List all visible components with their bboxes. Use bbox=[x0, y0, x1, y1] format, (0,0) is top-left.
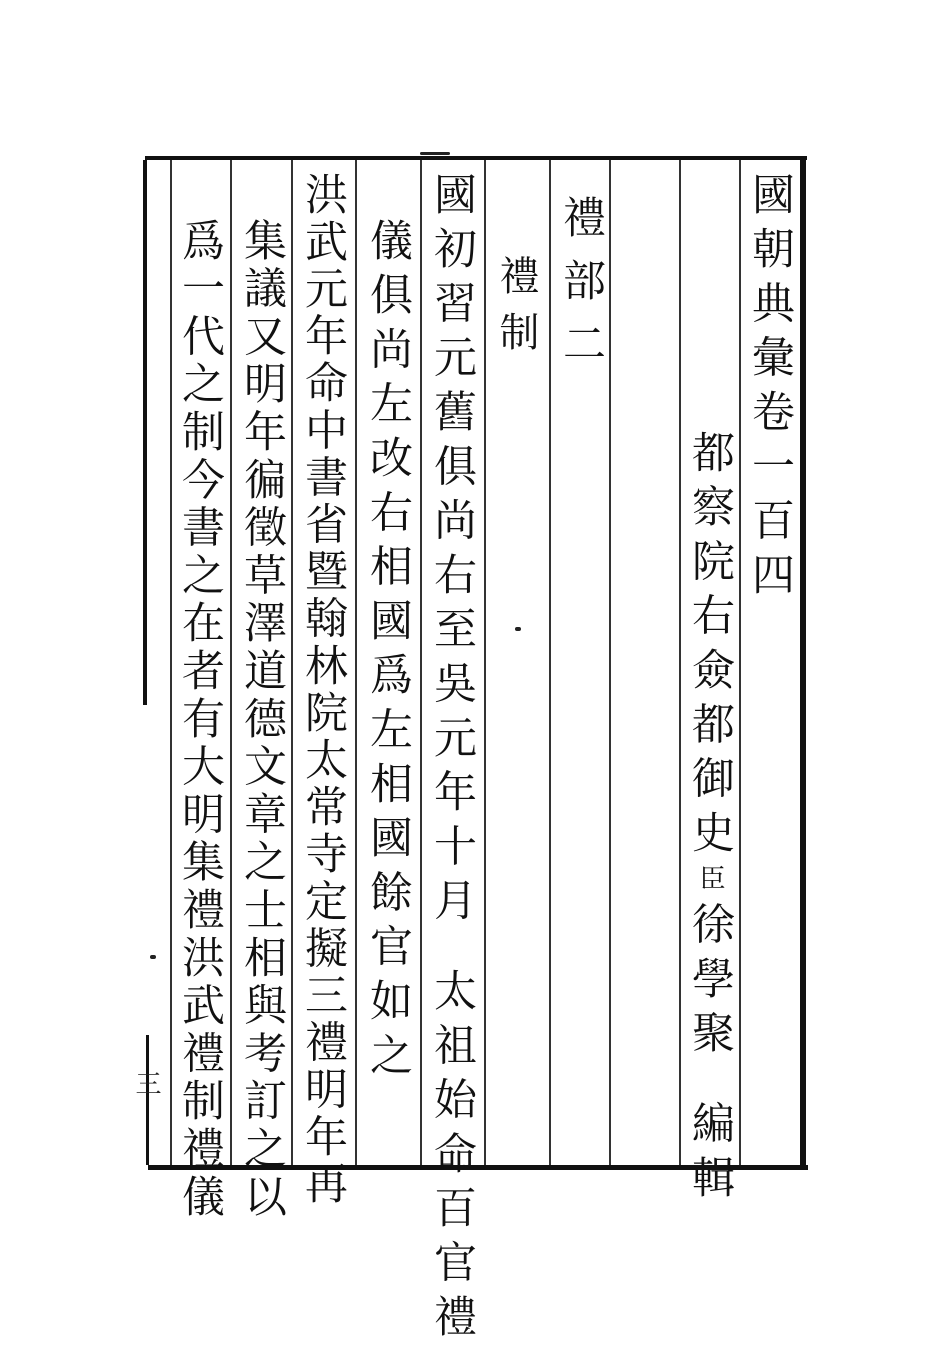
text-line-1: 國初習元舊俱尚右至吳元年十月太祖始命百官禮 bbox=[427, 172, 477, 1348]
column-rule bbox=[609, 160, 611, 1165]
column-rule bbox=[484, 160, 486, 1165]
column-rule bbox=[549, 160, 551, 1165]
column-rule bbox=[355, 160, 357, 1165]
subsection-heading: 禮制 bbox=[493, 255, 539, 367]
column-rule bbox=[739, 160, 741, 1165]
ink-speck bbox=[150, 955, 156, 959]
ink-speck bbox=[420, 152, 450, 155]
book-title: 國朝典彙卷一百四 bbox=[745, 172, 795, 607]
compiler-subject: 臣 bbox=[695, 864, 725, 902]
frame-right-border bbox=[800, 158, 806, 1170]
compiler-office: 都察院右僉都御史 bbox=[685, 430, 735, 865]
column-rule bbox=[230, 160, 232, 1165]
column-rule bbox=[291, 160, 293, 1165]
column-rule bbox=[420, 160, 422, 1165]
margin-page-mark: 三 bbox=[131, 1070, 161, 1096]
text-line-4: 集議又明年徧徵草澤道德文章之士相與考訂之以 bbox=[237, 218, 287, 1222]
compiler-line bbox=[685, 430, 735, 1210]
frame-left-border-lower bbox=[146, 1035, 149, 1165]
text-line-2: 儀俱尚左改右相國爲左相國餘官如之 bbox=[363, 218, 413, 1087]
text-line-5: 爲一代之制今書之在者有大明集禮洪武禮制禮儀 bbox=[175, 218, 225, 1222]
compiler-name: 徐學聚 bbox=[685, 901, 735, 1065]
frame-top-border bbox=[145, 156, 807, 160]
column-rule bbox=[679, 160, 681, 1165]
section-heading: 禮部二 bbox=[556, 195, 606, 384]
ink-speck bbox=[515, 627, 521, 631]
compiler-role: 編輯 bbox=[685, 1100, 735, 1210]
text-line-3: 洪武元年命中書省暨翰林院太常寺定擬三禮明年再 bbox=[298, 172, 348, 1209]
frame-left-border bbox=[143, 160, 147, 705]
column-rule bbox=[170, 160, 172, 1165]
